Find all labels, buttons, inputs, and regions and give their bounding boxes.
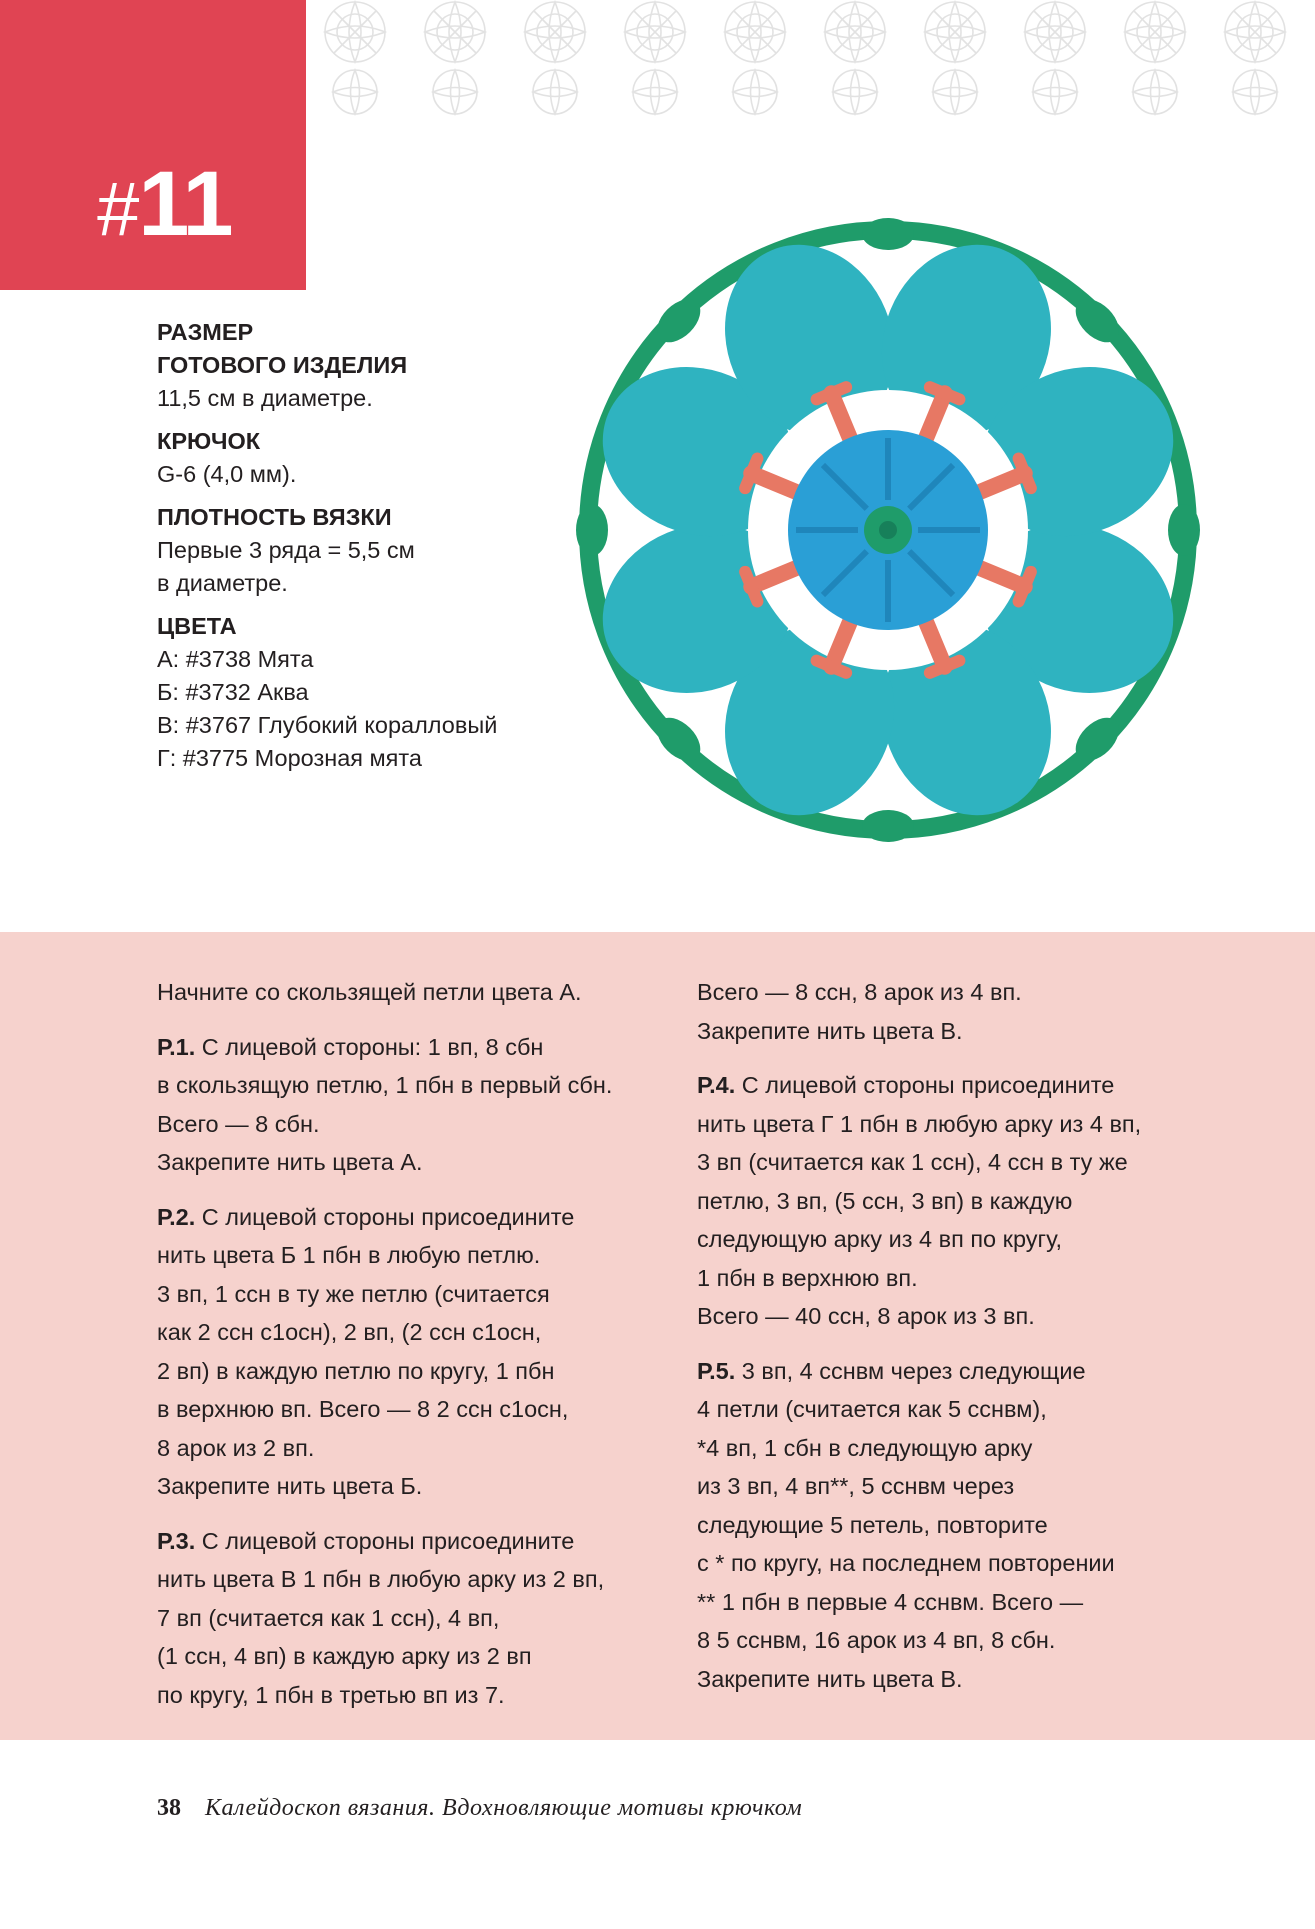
crochet-motif-image [560, 185, 1215, 875]
round-2: Р.2. С лицевой стороны присоедините нить цвета Б 1 пбн в любую петлю. 3 вп, 1 ссн в ту же петлю (считается как 2 ссн с1осн), 2 вп, (2 ссн с1осн, 2 вп) в каждую петлю по кругу, 1 пбн в верхнюю вп. Всего — 8 2 ссн с1осн, 8 арок из 2 вп. Закрепите нить цвета Б. [157, 1203, 575, 1499]
gauge-value-line: Первые 3 ряда = 5,5 см [157, 537, 415, 563]
pattern-number-badge [0, 0, 306, 290]
mint-leaf [1168, 504, 1200, 556]
round-3-continued: Всего — 8 ссн, 8 арок из 4 вп. Закрепите нить цвета В. [697, 979, 1022, 1044]
hook-heading: КРЮЧОК [157, 428, 261, 454]
center-hole [879, 521, 897, 539]
pattern-number: #11 [96, 153, 232, 255]
round-5: Р.5. 3 вп, 4 сснвм через следующие 4 петли (считается как 5 сснвм), *4 вп, 1 сбн в следующую арку из 3 вп, 4 вп**, 5 сснвм через следующие 5 петель, повторите с * по кругу, на последнем повторении ** 1 пбн в первые 4 сснвм. Всего — 8 5 сснвм, 16 арок из 4 вп, 8 сбн. Закрепите нить цвета В. [697, 1357, 1115, 1692]
size-value: 11,5 см в диаметре. [157, 385, 373, 411]
instructions-right-column [697, 973, 1257, 1714]
round-label: Р.4. [697, 1072, 736, 1098]
colors-heading: ЦВЕТА [157, 613, 237, 639]
hook-value: G-6 (4,0 мм). [157, 461, 297, 487]
size-heading: РАЗМЕР [157, 319, 254, 345]
round-4: Р.4. С лицевой стороны присоедините нить цвета Г 1 пбн в любую арку из 4 вп, 3 вп (считается как 1 ссн), 4 ссн в ту же петлю, 3 вп, (5 ссн, 3 вп) в каждую следующую арку из 4 вп по кругу, 1 пбн в верхнюю вп. Всего — 40 ссн, 8 арок из 3 вп. [697, 1072, 1142, 1329]
round-label: Р.1. [157, 1033, 196, 1060]
round-label: Р.3. [157, 1527, 196, 1554]
color-item: Г: #3775 Морозная мята [157, 745, 422, 771]
size-heading-2: ГОТОВОГО ИЗДЕЛИЯ [157, 352, 408, 378]
round-1: Р.1. С лицевой стороны: 1 вп, 8 сбн в скользящую петлю, 1 пбн в первый сбн. Всего — 8 сбн. Закрепите нить цвета А. [157, 1033, 613, 1175]
gauge-heading: ПЛОТНОСТЬ ВЯЗКИ [157, 504, 392, 530]
page-number: 38 [157, 1795, 181, 1821]
color-item: А: #3738 Мята [157, 646, 314, 672]
color-item: В: #3767 Глубокий коралловый [157, 712, 498, 738]
round-label: Р.2. [157, 1203, 196, 1230]
instructions-left-column [157, 973, 677, 1730]
intro-line: Начните со скользящей петли цвета А. [157, 979, 582, 1005]
mint-leaf [862, 810, 914, 842]
book-title: Калейдоскоп вязания. Вдохновляющие мотивы крючком [205, 1795, 803, 1821]
mint-leaf [862, 218, 914, 250]
mint-leaf [576, 504, 608, 556]
header-ornament [305, 0, 1315, 125]
round-3: Р.3. С лицевой стороны присоедините нить цвета В 1 пбн в любую арку из 2 вп, 7 вп (считается как 1 ссн), 4 вп, (1 ссн, 4 вп) в каждую арку из 2 вп по кругу, 1 пбн в третью вп из 7. [157, 1527, 605, 1708]
page-footer [157, 1795, 802, 1822]
specifications [157, 316, 577, 785]
gauge-value-line: в диаметре. [157, 570, 288, 596]
round-label: Р.5. [697, 1357, 736, 1384]
color-item: Б: #3732 Аква [157, 679, 309, 705]
